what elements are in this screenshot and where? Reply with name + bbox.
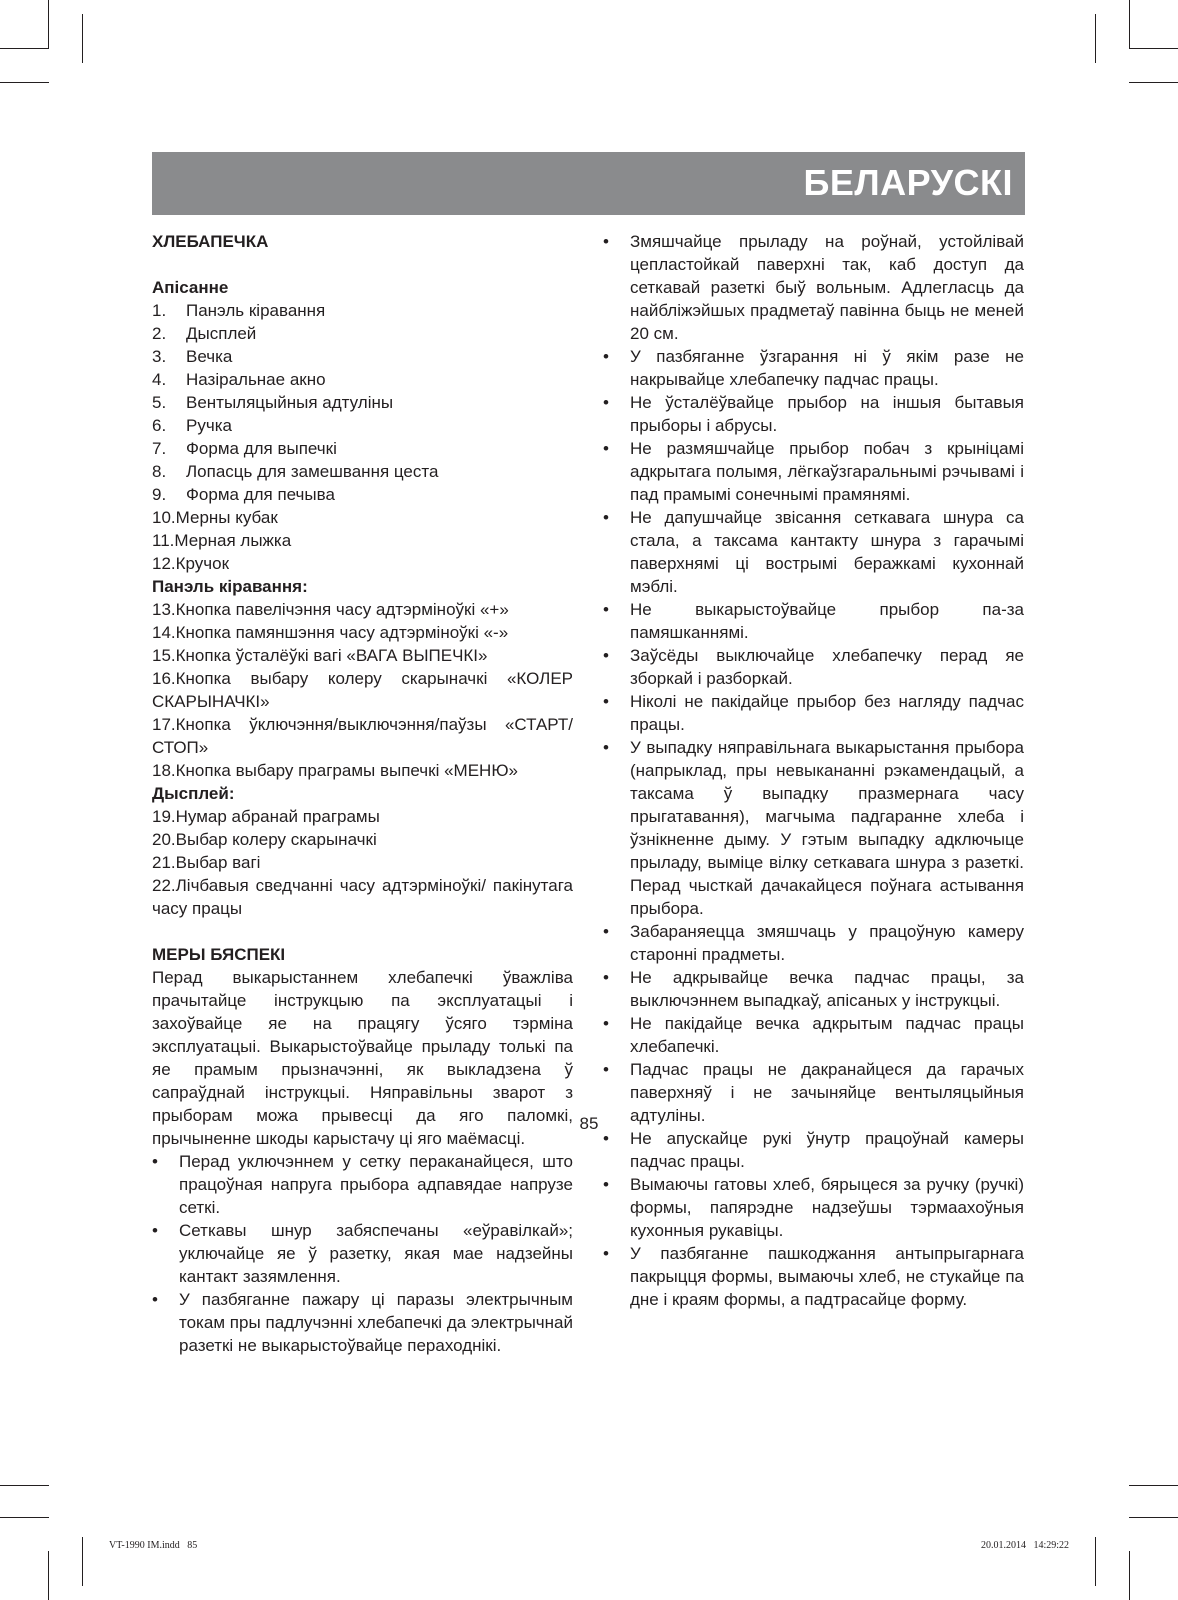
bullet-text: Не дапушчайце звісання сеткавага шнура са стала, а таксама кантакту шнура з гарачымі паверхнямі ці вострымі беражкамі кухоннай мэблі. <box>630 508 1024 596</box>
item-number: 7. <box>152 439 167 458</box>
bullet-item <box>603 644 1024 690</box>
list-item: 14.Кнопка памяншэння часу адтэрміноўкі «-» <box>152 623 509 642</box>
crop-mark <box>1129 1485 1178 1486</box>
crop-mark <box>1095 1537 1096 1586</box>
safety-bullets-left <box>152 1150 573 1357</box>
item-text: Кручок <box>175 554 230 573</box>
description-heading: Апісанне <box>152 278 229 297</box>
crop-mark <box>48 1551 49 1600</box>
list-item: 20.Выбар колеру скарыначкі <box>152 830 377 849</box>
item-text: Назіральнае акно <box>186 370 326 389</box>
crop-mark <box>0 1517 49 1518</box>
bullet-icon: • <box>603 508 609 527</box>
bullet-text: Вымаючы гатовы хлеб, бярыцеся за ручку (ручкі) формы, папярэдне надзеўшы тэрмаахоўныя кухонныя рукавіцы. <box>630 1175 1024 1240</box>
bullet-text: Заўсёды выключайце хлебапечку перад яе зборкай і разборкай. <box>630 646 1024 688</box>
list-item: 16.Кнопка выбару колеру скарыначкі «КОЛЕР СКАРЫНАЧКІ» <box>152 669 573 711</box>
bullet-item <box>603 506 1024 598</box>
file-slug: VT-1990 IM.indd 85 <box>109 1540 198 1551</box>
bullet-icon: • <box>603 1129 609 1148</box>
bullet-item <box>603 920 1024 966</box>
bullet-text: Не апускайце рукі ўнутр працоўнай камеры падчас працы. <box>630 1129 1024 1171</box>
control-panel-heading: Панэль кіравання: <box>152 577 308 596</box>
bullet-text: Не выкарыстоўвайце прыбор па-за памяшканнямі. <box>630 600 1024 642</box>
bullet-text: У пазбяганне пажару ці паразы электрычным токам пры падлучэнні хлебапечкі да электрычнай разеткі не выкарыстоўвайце пераходнікі. <box>179 1290 573 1355</box>
bullet-text: Ніколі не пакідайце прыбор без нагляду падчас працы. <box>630 692 1024 734</box>
bullet-item <box>152 1288 573 1357</box>
bullet-item <box>152 1150 573 1219</box>
bullet-icon: • <box>603 347 609 366</box>
bullet-item <box>603 230 1024 345</box>
list-item: 15.Кнопка ўсталёўкі вагі «ВАГА ВЫПЕЧКІ» <box>152 646 488 665</box>
crop-mark <box>1129 1517 1178 1518</box>
item-text: Вечка <box>186 347 233 366</box>
product-title: ХЛЕБАПЕЧКА <box>152 232 269 251</box>
list-item <box>152 483 573 506</box>
list-item <box>152 322 573 345</box>
banner-title: БЕЛАРУСКІ <box>803 162 1013 203</box>
bullet-icon: • <box>603 738 609 757</box>
safety-intro: Перад выкарыстаннем хлебапечкі ўважліва прачытайце інструкцыю па эксплуатацыі і захоўвайце яе на працягу ўсяго тэрміна эксплуатацыі. Выкарыстоўвайце прыладу толькі па яе прамым прызначэнні, як выкладзена ў сапраўднай інструкцыі. Няправільны зварот з прыборам можа прывесці да яго паломкі, прычыненне шкоды карыстачу ці яго маёмасці. <box>152 968 573 1148</box>
item-text: Форма для печыва <box>186 485 335 504</box>
parts-list <box>152 299 573 575</box>
crop-mark <box>1129 48 1178 49</box>
item-number: 4. <box>152 370 167 389</box>
left-column <box>152 230 573 1357</box>
bullet-text: Не пакідайце вечка адкрытым падчас працы хлебапечкі. <box>630 1014 1024 1056</box>
crop-mark <box>1129 82 1178 83</box>
list-item <box>152 299 573 322</box>
crop-mark <box>0 82 49 83</box>
bullet-icon: • <box>603 1175 609 1194</box>
control-panel-list <box>152 598 573 782</box>
right-column <box>603 230 1024 1311</box>
bullet-icon: • <box>603 600 609 619</box>
bullet-text: Не размяшчайце прыбор побач з крыніцамі адкрытага полымя, лёгкаўзгаральнымі рэчывамі і пад прамымі сонечнымі прамянямі. <box>630 439 1024 504</box>
bullet-item <box>603 598 1024 644</box>
bullet-text: Змяшчайце прыладу на роўнай, устойлівай цеплаcтойкай паверхні так, каб доступ да сеткавай разеткі быў вольным. Адлегласць да найбліжэйшых прадметаў павінна быць не меней 20 см. <box>630 232 1024 343</box>
item-number: 9. <box>152 485 167 504</box>
crop-mark <box>1129 0 1130 49</box>
item-text: Панэль кіравання <box>186 301 326 320</box>
list-item <box>152 414 573 437</box>
date-slug: 20.01.2014 14:29:22 <box>980 1540 1069 1551</box>
bullet-item <box>603 1173 1024 1242</box>
item-text: Мерны кубак <box>175 508 278 527</box>
bullet-item <box>603 391 1024 437</box>
bullet-text: Сеткавы шнур забяспечаны «еўравілкай»; уключайце яе ў разетку, якая мае надзейны кантакт зазямлення. <box>179 1221 573 1286</box>
list-item <box>152 529 573 552</box>
item-text: Лопасць для замешвання цеста <box>186 462 439 481</box>
item-number: 11. <box>152 531 175 550</box>
bullet-text: Падчас працы не дакранайцеся да гарачых паверхняў і не зачыняйце вентыляцыйныя адтуліны. <box>630 1060 1024 1125</box>
bullet-icon: • <box>603 439 609 458</box>
bullet-icon: • <box>603 393 609 412</box>
bullet-icon: • <box>603 1060 609 1079</box>
bullet-text: Не адкрывайце вечка падчас працы, за выключэннем выпадкаў, апісаных у інструкцыі. <box>630 968 1024 1010</box>
bullet-icon: • <box>603 1014 609 1033</box>
list-item <box>152 506 573 529</box>
item-number: 6. <box>152 416 167 435</box>
crop-mark <box>48 0 49 49</box>
list-item: 19.Нумар абранай праграмы <box>152 807 380 826</box>
item-text: Форма для выпечкі <box>186 439 337 458</box>
bullet-text: У пазбяганне пашкоджання антыпрыгарнага пакрыцця формы, вымаючы хлеб, не стукайце па дне і краям формы, а падтрасайце форму. <box>630 1244 1024 1309</box>
crop-mark <box>82 14 83 63</box>
display-list <box>152 805 573 920</box>
list-item: 21.Выбар вагі <box>152 853 261 872</box>
item-text: Дысплей <box>186 324 257 343</box>
bullet-item <box>603 1012 1024 1058</box>
bullet-text: Не ўсталёўвайце прыбор на іншыя бытавыя прыборы і абрусы. <box>630 393 1024 435</box>
item-number: 3. <box>152 347 167 366</box>
item-text: Мерная лыжка <box>174 531 292 550</box>
bullet-item <box>152 1219 573 1288</box>
bullet-item <box>603 736 1024 920</box>
bullet-text: У выпадку няправільнага выкарыстання прыбора (напрыклад, пры невыкананні рэкамендацый, а таксама ў выпадку празмернага часу прыгатавання), магчыма падгаранне хлеба і ўзнікненне дыму. У гэтым выпадку адключыце прыладу, выміце вілку сеткавага шнура з разеткі. Перад чысткай дачакайцеся поўнага астывання прыбора. <box>630 738 1024 918</box>
bullet-icon: • <box>152 1152 158 1171</box>
list-item <box>152 460 573 483</box>
safety-bullets-right <box>603 230 1024 1311</box>
bullet-icon: • <box>603 232 609 251</box>
bullet-icon: • <box>603 1244 609 1263</box>
bullet-text: У пазбяганне ўзгарання ні ў якім разе не накрывайце хлебапечку падчас працы. <box>630 347 1024 389</box>
crop-mark <box>0 1485 49 1486</box>
item-number: 1. <box>152 301 167 320</box>
bullet-icon: • <box>152 1221 158 1240</box>
crop-mark <box>1129 1551 1130 1600</box>
bullet-icon: • <box>603 922 609 941</box>
crop-mark <box>0 48 49 49</box>
bullet-item <box>603 437 1024 506</box>
bullet-item <box>603 690 1024 736</box>
bullet-text: Перад уключэннем у сетку пераканайцеся, што працоўная напруга прыбора адпавядае напрузе сеткі. <box>179 1152 573 1217</box>
bullet-text: Забараняецца змяшчаць у працоўную камеру старонні прадметы. <box>630 922 1024 964</box>
list-item <box>152 552 573 575</box>
safety-heading: МЕРЫ БЯСПЕКІ <box>152 945 286 964</box>
item-number: 2. <box>152 324 167 343</box>
bullet-item <box>603 345 1024 391</box>
item-number: 10. <box>152 508 176 527</box>
item-number: 8. <box>152 462 167 481</box>
list-item: 22.Лічбавыя сведчанні часу адтэрміноўкі/ пакінутага часу працы <box>152 876 573 918</box>
item-text: Ручка <box>186 416 232 435</box>
crop-mark <box>82 1537 83 1586</box>
list-item: 13.Кнопка павелічэння часу адтэрміноўкі «+» <box>152 600 509 619</box>
bullet-item <box>603 1242 1024 1311</box>
language-banner <box>152 152 1025 215</box>
display-heading: Дысплей: <box>152 784 235 803</box>
item-number: 5. <box>152 393 167 412</box>
item-number: 12. <box>152 554 176 573</box>
bullet-icon: • <box>603 692 609 711</box>
crop-mark <box>1095 14 1096 63</box>
list-item: 18.Кнопка выбару праграмы выпечкі «МЕНЮ» <box>152 761 518 780</box>
bullet-icon: • <box>603 968 609 987</box>
item-text: Вентыляцыйныя адтуліны <box>186 393 394 412</box>
bullet-icon: • <box>152 1290 158 1309</box>
bullet-icon: • <box>603 646 609 665</box>
list-item: 17.Кнопка ўключэння/выключэння/паўзы «СТАРТ/СТОП» <box>152 715 573 757</box>
list-item <box>152 368 573 391</box>
list-item <box>152 437 573 460</box>
list-item <box>152 345 573 368</box>
list-item <box>152 391 573 414</box>
page-number: 85 <box>579 1114 599 1133</box>
bullet-item <box>603 966 1024 1012</box>
